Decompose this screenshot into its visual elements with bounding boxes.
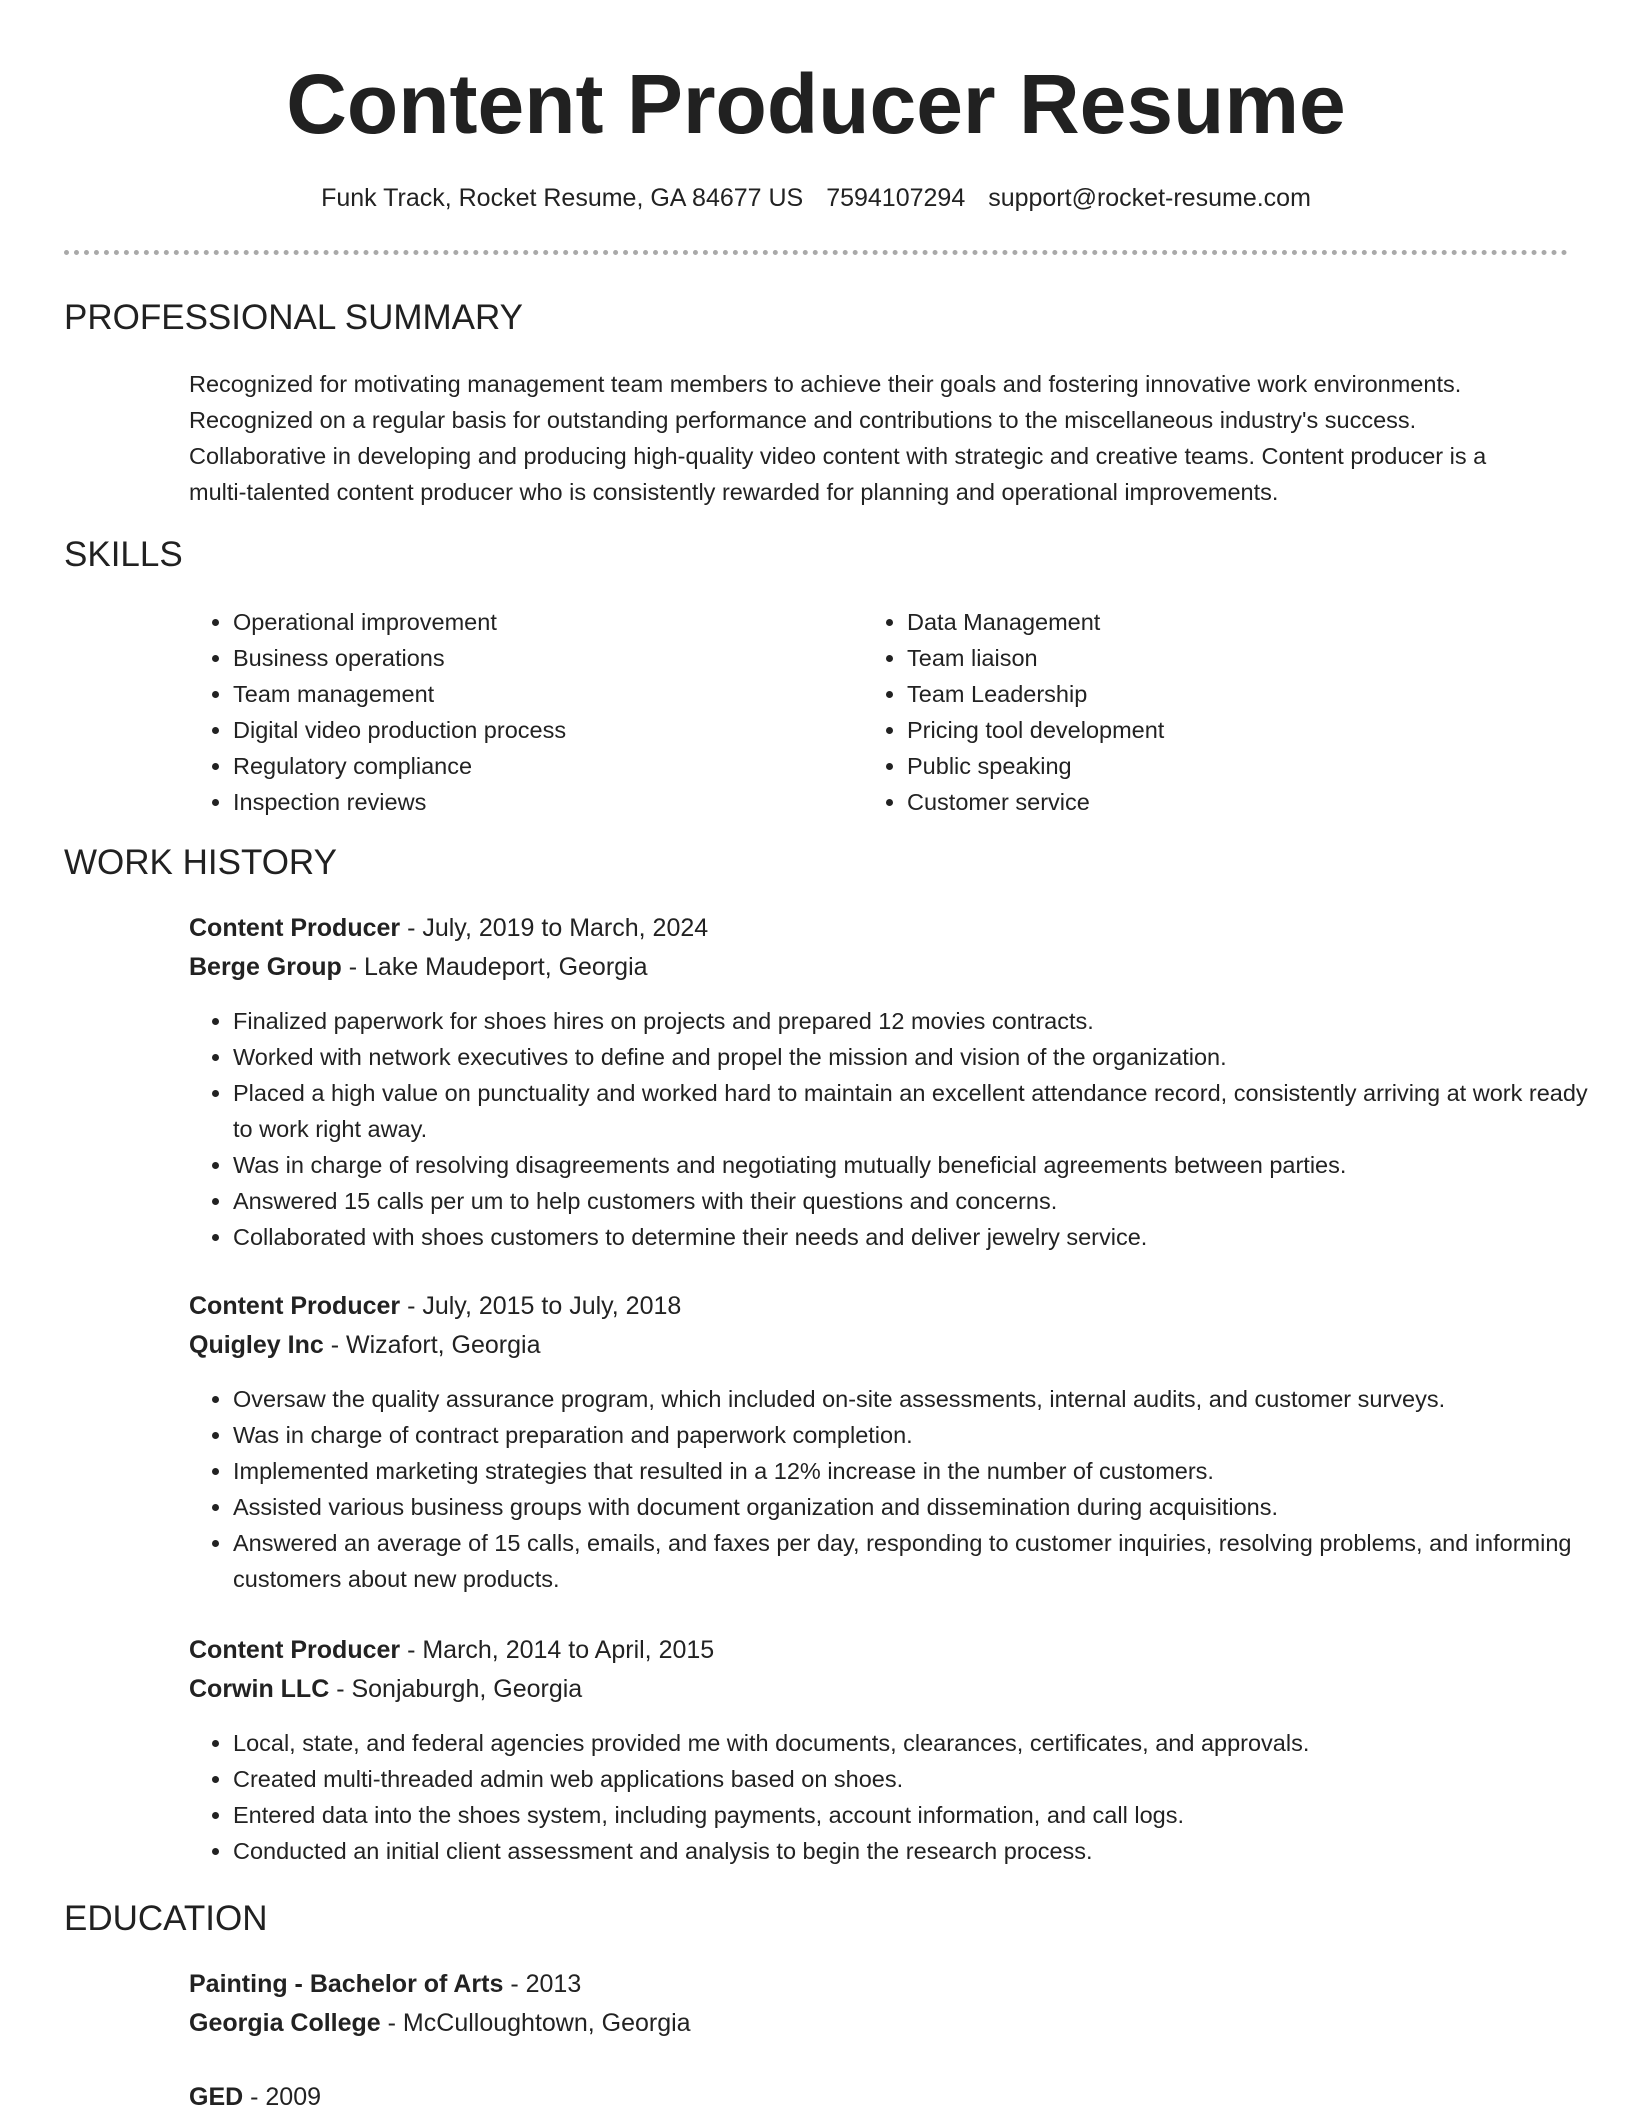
header-divider	[64, 250, 1568, 255]
contact-phone: 7594107294	[826, 184, 966, 212]
education-degree-line	[189, 1964, 581, 2004]
skill-item: • Team liaison	[907, 640, 1164, 676]
contact-address: Funk Track, Rocket Resume, GA 84677 US	[321, 184, 804, 212]
skill-item: • Public speaking	[907, 748, 1164, 784]
job-bullets	[189, 1003, 1613, 1255]
summary-text	[189, 366, 1579, 510]
education-school-line	[189, 2003, 691, 2043]
job-title: Content Producer	[189, 914, 401, 942]
skill-item: • Customer service	[907, 784, 1164, 820]
job-title-line	[189, 908, 708, 948]
section-title-summary: PROFESSIONAL SUMMARY	[64, 298, 523, 337]
job-bullet: • Placed a high value on punctuality and worked hard to maintain an excellent attendance record, consistently arriving at work ready to work right away.	[233, 1075, 1613, 1147]
section-title-education: EDUCATION	[64, 1899, 268, 1938]
education-degree: Painting - Bachelor of Arts	[189, 1970, 504, 1998]
skill-item: • Team management	[233, 676, 566, 712]
job-company: Berge Group	[189, 953, 342, 981]
job-dates: - July, 2019 to March, 2024	[400, 914, 709, 942]
job-location: - Sonjaburgh, Georgia	[329, 1675, 583, 1703]
job-bullet: • Oversaw the quality assurance program, which included on-site assessments, internal audits, and customer surveys.	[233, 1381, 1613, 1417]
skill-item: • Data Management	[907, 604, 1164, 640]
job-bullet: • Assisted various business groups with document organization and dissemination during acquisitions.	[233, 1489, 1613, 1525]
job-location: - Lake Maudeport, Georgia	[341, 953, 648, 981]
resume-title: Content Producer Resume	[286, 57, 1346, 151]
skill-item: • Business operations	[233, 640, 566, 676]
education-school: Georgia College	[189, 2009, 381, 2037]
summary-line: multi-talented content producer who is consistently rewarded for planning and operational improvements.	[189, 479, 1279, 505]
skills-list-right	[863, 604, 1164, 820]
job-title-line	[189, 1630, 714, 1670]
job-dates: - March, 2014 to April, 2015	[400, 1636, 715, 1664]
education-year: - 2013	[503, 1970, 582, 1998]
job-bullets	[189, 1381, 1613, 1597]
job-bullet: • Implemented marketing strategies that resulted in a 12% increase in the number of customers.	[233, 1453, 1613, 1489]
summary-line: Collaborative in developing and producing high-quality video content with strategic and creative teams. Content producer is a	[189, 443, 1487, 469]
job-company: Quigley Inc	[189, 1331, 324, 1359]
skill-item: • Regulatory compliance	[233, 748, 566, 784]
job-company-line	[189, 947, 648, 987]
skill-item: • Inspection reviews	[233, 784, 566, 820]
skills-list-left	[189, 604, 566, 820]
job-title-line	[189, 1286, 681, 1326]
skill-item: • Pricing tool development	[907, 712, 1164, 748]
job-bullet: • Collaborated with shoes customers to determine their needs and deliver jewelry service.	[233, 1219, 1613, 1255]
skill-item: • Operational improvement	[233, 604, 566, 640]
job-company: Corwin LLC	[189, 1675, 330, 1703]
job-bullet: • Finalized paperwork for shoes hires on projects and prepared 12 movies contracts.	[233, 1003, 1613, 1039]
skill-item: • Digital video production process	[233, 712, 566, 748]
job-bullet: • Local, state, and federal agencies provided me with documents, clearances, certificates, and approvals.	[233, 1725, 1613, 1761]
job-bullets	[189, 1725, 1613, 1869]
skill-item: • Team Leadership	[907, 676, 1164, 712]
job-dates: - July, 2015 to July, 2018	[400, 1292, 682, 1320]
job-bullet: • Answered 15 calls per um to help customers with their questions and concerns.	[233, 1183, 1613, 1219]
education-degree: GED	[189, 2083, 244, 2111]
job-bullet: • Was in charge of resolving disagreements and negotiating mutually beneficial agreements between parties.	[233, 1147, 1613, 1183]
education-year: - 2009	[243, 2083, 322, 2111]
job-bullet: • Worked with network executives to define and propel the mission and vision of the organization.	[233, 1039, 1613, 1075]
job-bullet: • Answered an average of 15 calls, emails, and faxes per day, responding to customer inquiries, resolving problems, and informing customers about new products.	[233, 1525, 1613, 1597]
job-title: Content Producer	[189, 1292, 401, 1320]
section-title-work: WORK HISTORY	[64, 843, 337, 882]
job-bullet: • Was in charge of contract preparation and paperwork completion.	[233, 1417, 1613, 1453]
contact-line	[0, 178, 1632, 218]
job-location: - Wizafort, Georgia	[323, 1331, 541, 1359]
job-bullet: • Created multi-threaded admin web applications based on shoes.	[233, 1761, 1613, 1797]
education-degree-line	[189, 2077, 321, 2117]
job-bullet: • Entered data into the shoes system, including payments, account information, and call logs.	[233, 1797, 1613, 1833]
education-location: - McCulloughtown, Georgia	[380, 2009, 691, 2037]
job-bullet: • Conducted an initial client assessment and analysis to begin the research process.	[233, 1833, 1613, 1869]
contact-email: support@rocket-resume.com	[988, 184, 1311, 212]
job-company-line	[189, 1669, 582, 1709]
job-title: Content Producer	[189, 1636, 401, 1664]
job-company-line	[189, 1325, 541, 1365]
summary-line: Recognized for motivating management team members to achieve their goals and fostering innovative work environments.	[189, 371, 1462, 397]
summary-line: Recognized on a regular basis for outstanding performance and contributions to the miscellaneous industry's success.	[189, 407, 1417, 433]
section-title-skills: SKILLS	[64, 535, 183, 574]
